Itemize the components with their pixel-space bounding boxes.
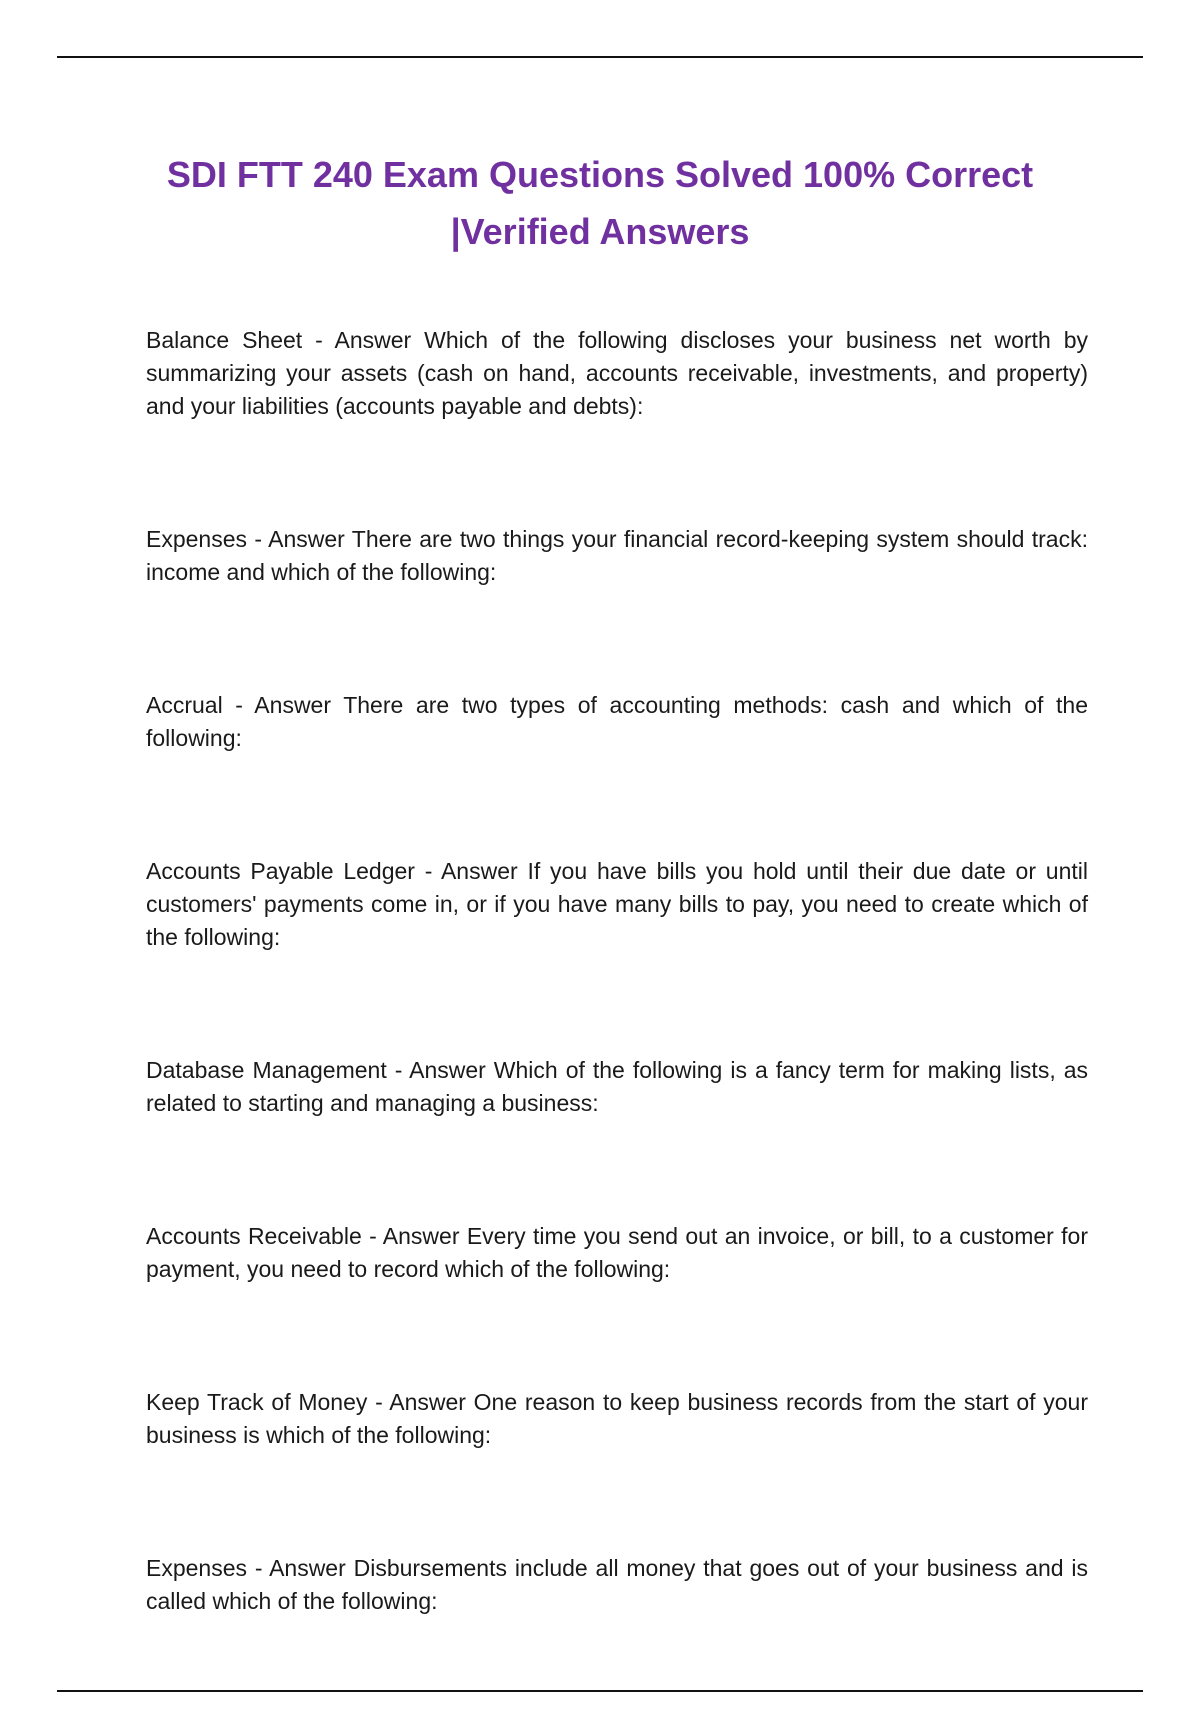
qa-item-accounts-payable-ledger: Accounts Payable Ledger - Answer If you have bills you hold until their due date or until customers' payments come in, or if you have many bills to pay, you need to create which of the following: (146, 858, 1088, 950)
qa-item-expenses-disbursements: Expenses - Answer Disbursements include all money that goes out of your business and is called which of the following: (146, 1555, 1088, 1614)
document-title: SDI FTT 240 Exam Questions Solved 100% Correct |Verified Answers (166, 154, 1034, 252)
qa-item-keep-track-of-money: Keep Track of Money - Answer One reason to keep business records from the start of your business is which of the following: (146, 1389, 1088, 1448)
qa-list (146, 324, 1088, 1718)
qa-item-balance-sheet: Balance Sheet - Answer Which of the following discloses your business net worth by summarizing your assets (cash on hand, accounts receivable, investments, and property) and your liabilities (accounts payable and debts): (146, 327, 1088, 419)
qa-item-accounts-receivable: Accounts Receivable - Answer Every time you send out an invoice, or bill, to a customer for payment, you need to record which of the following: (146, 1223, 1088, 1282)
qa-item-expenses-tracking: Expenses - Answer There are two things your financial record-keeping system should track: income and which of the following: (146, 526, 1088, 585)
header-rule (57, 56, 1143, 58)
qa-item-database-management: Database Management - Answer Which of the following is a fancy term for making lists, as related to starting and managing a business: (146, 1057, 1088, 1116)
qa-item-accrual: Accrual - Answer There are two types of accounting methods: cash and which of the following: (146, 692, 1088, 751)
footer-rule (57, 1690, 1143, 1692)
